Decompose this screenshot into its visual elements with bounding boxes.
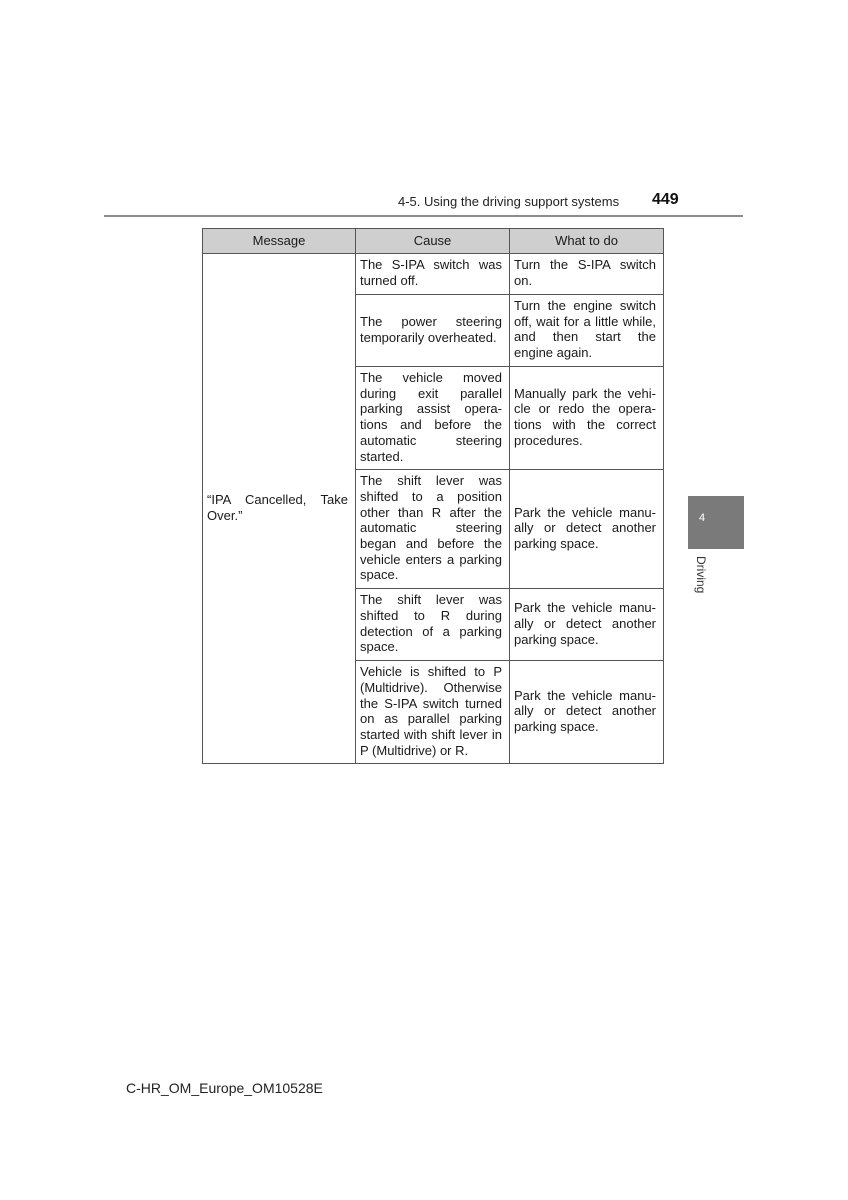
action-cell: Turn the S-IPA switch on. — [510, 254, 664, 295]
chapter-number: 4 — [699, 512, 706, 524]
cause-cell: The power steering temporarily overheated. — [356, 295, 510, 367]
chapter-tab[interactable] — [688, 496, 744, 549]
header-what-to-do: What to do — [510, 229, 664, 254]
page-number: 449 — [652, 191, 679, 208]
table-header-row — [203, 229, 664, 254]
header-rule — [104, 215, 743, 217]
action-cell: Turn the engine switch off, wait for a little while, and then start the engine again. — [510, 295, 664, 367]
document-id: C-HR_OM_Europe_OM10528E — [126, 1080, 323, 1096]
cause-cell: The shift lever was shifted to a position other than R after the automatic steering began and before the vehicle enters a parking space. — [356, 470, 510, 589]
message-cell: “IPA Cancelled, Take Over.” — [203, 254, 356, 764]
cause-cell: Vehicle is shifted to P (Multidrive). Otherwise the S-IPA switch turned on as parallel parking started with shift lever in P (Multidrive) or R. — [356, 661, 510, 764]
action-cell: Manually park the vehicle or redo the operations with the correct procedures. — [510, 367, 664, 470]
cause-cell: The S-IPA switch was turned off. — [356, 254, 510, 295]
chapter-label: Driving — [694, 556, 708, 594]
message-table — [202, 228, 664, 764]
action-cell: Park the vehicle manually or detect another parking space. — [510, 661, 664, 764]
action-cell: Park the vehicle manually or detect another parking space. — [510, 589, 664, 661]
table-row — [203, 254, 664, 295]
section-title: 4-5. Using the driving support systems — [398, 194, 620, 209]
cause-cell: The vehicle moved during exit parallel parking assist operations and before the automatic steering started. — [356, 367, 510, 470]
header-message: Message — [203, 229, 356, 254]
action-cell: Park the vehicle manually or detect another parking space. — [510, 470, 664, 589]
cause-cell: The shift lever was shifted to R during detection of a parking space. — [356, 589, 510, 661]
header-cause: Cause — [356, 229, 510, 254]
